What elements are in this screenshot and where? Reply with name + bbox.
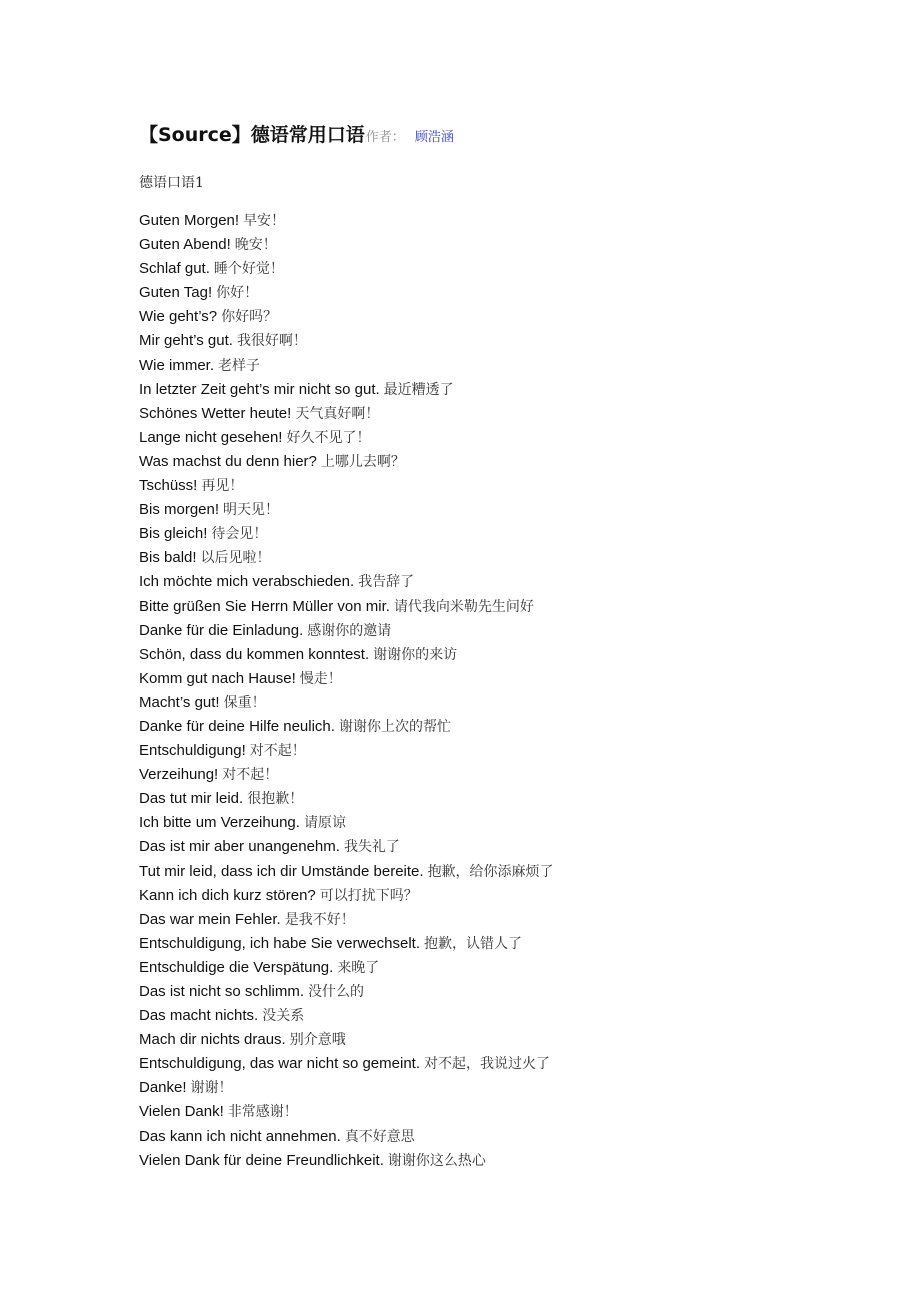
phrase-chinese: 谢谢你这么热心 [387, 1152, 486, 1169]
phrase-german: Schön, dass du kommen konntest. [139, 645, 370, 663]
phrase-chinese: 别介意哦 [289, 1032, 346, 1049]
phrase-chinese: 我很好啊！ [236, 333, 307, 350]
phrase-row [139, 715, 879, 739]
phrase-chinese: 上哪儿去啊？ [320, 453, 405, 470]
phrase-german: Komm gut nach Hause! [139, 669, 296, 687]
phrase-chinese: 感谢你的邀请 [307, 622, 392, 639]
phrase-chinese: 抱歉，给你添麻烦了 [427, 863, 554, 880]
phrase-chinese: 保重！ [223, 694, 266, 711]
phrase-row [139, 860, 879, 884]
phrase-row [139, 402, 879, 426]
phrase-chinese: 早安！ [243, 213, 286, 229]
author-label: 作者： [365, 130, 405, 145]
phrase-row [139, 643, 879, 667]
phrase-row [139, 498, 879, 522]
phrase-chinese: 没什么的 [308, 984, 365, 1000]
phrase-row [139, 739, 879, 763]
phrase-row [139, 835, 879, 859]
phrase-row [139, 884, 879, 908]
phrase-row [139, 980, 879, 1004]
phrase-german: Danke für die Einladung. [139, 621, 304, 639]
phrase-german: Macht’s gut! [139, 693, 220, 711]
phrase-chinese: 非常感谢！ [227, 1104, 298, 1121]
phrase-chinese: 再见！ [201, 478, 244, 495]
phrase-chinese: 天气真好啊！ [295, 405, 380, 422]
phrase-german: Tut mir leid, dass ich dir Umstände bereite. [139, 862, 424, 880]
phrase-german: Verzeihung! [139, 766, 219, 784]
phrase-row [139, 281, 879, 305]
document-title: 【Source】德语常用口语 [139, 124, 365, 146]
phrase-row [139, 667, 879, 691]
phrase-german: Bis bald! [139, 549, 197, 567]
phrase-chinese: 待会见！ [211, 526, 268, 543]
phrase-chinese: 是我不好！ [284, 911, 355, 928]
phrase-german: Schlaf gut. [139, 260, 210, 278]
phrase-chinese: 明天见！ [223, 502, 280, 519]
document-page [139, 120, 879, 1173]
phrase-row [139, 811, 879, 835]
phrase-german: Das war mein Fehler. [139, 910, 281, 928]
phrase-german: Tschüss! [139, 477, 198, 495]
phrase-german: Schönes Wetter heute! [139, 404, 292, 422]
phrase-chinese: 谢谢你上次的帮忙 [338, 718, 451, 735]
phrase-chinese: 很抱歉！ [247, 791, 304, 808]
phrase-chinese: 我告辞了 [358, 574, 415, 591]
phrase-chinese: 谢谢你的来访 [373, 646, 458, 663]
phrase-row [139, 932, 879, 956]
phrase-german: Guten Morgen! [139, 212, 240, 229]
phrase-german: Ich möchte mich verabschieden. [139, 573, 355, 591]
phrase-german: Wie immer. [139, 356, 214, 374]
phrase-row [139, 426, 879, 450]
phrase-german: Entschuldige die Verspätung. [139, 958, 334, 976]
phrase-row [139, 1149, 879, 1173]
phrase-german: Ich bitte um Verzeihung. [139, 814, 300, 832]
phrase-german: Lange nicht gesehen! [139, 428, 283, 446]
phrase-german: Das macht nichts. [139, 1007, 259, 1025]
phrase-chinese: 你好！ [216, 285, 259, 302]
phrase-german: Danke! [139, 1079, 187, 1097]
phrase-row [139, 570, 879, 594]
phrase-list [139, 209, 879, 1173]
phrase-german: Was machst du denn hier? [139, 452, 317, 470]
phrase-chinese: 好久不见了！ [286, 429, 371, 446]
phrase-chinese: 抱歉，认错人了 [424, 935, 523, 952]
phrase-german: Bis morgen! [139, 501, 220, 519]
phrase-german: Bitte grüßen Sie Herrn Müller von mir. [139, 597, 390, 615]
phrase-german: In letzter Zeit geht’s mir nicht so gut. [139, 380, 380, 398]
phrase-german: Mir geht’s gut. [139, 332, 233, 350]
phrase-german: Entschuldigung, das war nicht so gemeint. [139, 1055, 420, 1073]
phrase-german: Entschuldigung, ich habe Sie verwechselt. [139, 934, 421, 952]
phrase-row [139, 956, 879, 980]
phrase-german: Das kann ich nicht annehmen. [139, 1127, 341, 1145]
phrase-chinese: 以后见啦！ [200, 550, 271, 567]
phrase-german: Guten Abend! [139, 236, 231, 254]
phrase-row [139, 1052, 879, 1076]
phrase-chinese: 来晚了 [337, 959, 380, 976]
title-line [139, 120, 879, 152]
phrase-row [139, 1028, 879, 1052]
phrase-row [139, 329, 879, 353]
phrase-german: Guten Tag! [139, 284, 213, 302]
phrase-german: Kann ich dich kurz stören? [139, 886, 316, 904]
phrase-german: Danke für deine Hilfe neulich. [139, 717, 335, 735]
phrase-german: Mach dir nichts draus. [139, 1031, 286, 1049]
phrase-german: Wie geht’s? [139, 308, 218, 326]
section-heading: 德语口语1 [139, 175, 204, 191]
phrase-row [139, 305, 879, 329]
phrase-chinese: 你好吗？ [221, 309, 278, 326]
phrase-row [139, 1100, 879, 1124]
phrase-row [139, 233, 879, 257]
author-link[interactable]: 顾浩涵 [414, 130, 454, 145]
phrase-chinese: 最近糟透了 [383, 381, 454, 398]
phrase-chinese: 可以打扰下吗？ [319, 887, 418, 904]
phrase-chinese: 对不起！ [249, 743, 306, 760]
phrase-row [139, 763, 879, 787]
phrase-german: Das ist nicht so schlimm. [139, 983, 305, 1000]
phrase-row [139, 474, 879, 498]
phrase-chinese: 对不起，我说过火了 [424, 1056, 550, 1073]
phrase-row [139, 595, 879, 619]
phrase-chinese: 老样子 [218, 357, 260, 374]
phrase-german: Entschuldigung! [139, 742, 246, 760]
phrase-chinese: 谢谢！ [190, 1080, 233, 1097]
phrase-row [139, 257, 879, 281]
phrase-row [139, 787, 879, 811]
phrase-chinese: 我失礼了 [343, 839, 400, 856]
phrase-row [139, 1125, 879, 1149]
phrase-row [139, 450, 879, 474]
phrase-german: Vielen Dank! [139, 1103, 224, 1121]
phrase-row [139, 209, 879, 233]
phrase-row [139, 546, 879, 570]
phrase-row [139, 354, 879, 378]
phrase-chinese: 晚安！ [234, 237, 277, 254]
phrase-row [139, 1004, 879, 1028]
phrase-row [139, 619, 879, 643]
phrase-german: Das ist mir aber unangenehm. [139, 838, 340, 856]
phrase-german: Vielen Dank für deine Freundlichkeit. [139, 1151, 384, 1169]
phrase-chinese: 没关系 [262, 1008, 305, 1025]
phrase-chinese: 对不起！ [222, 767, 279, 784]
phrase-chinese: 真不好意思 [344, 1128, 415, 1145]
phrase-chinese: 请代我向米勒先生问好 [393, 598, 534, 615]
phrase-chinese: 慢走！ [299, 670, 342, 687]
phrase-row [139, 908, 879, 932]
phrase-row [139, 378, 879, 402]
phrase-row [139, 1076, 879, 1100]
phrase-row [139, 522, 879, 546]
phrase-chinese: 睡个好觉！ [213, 261, 284, 278]
phrase-row [139, 691, 879, 715]
phrase-german: Bis gleich! [139, 525, 208, 543]
phrase-chinese: 请原谅 [303, 815, 346, 832]
phrase-german: Das tut mir leid. [139, 790, 244, 808]
